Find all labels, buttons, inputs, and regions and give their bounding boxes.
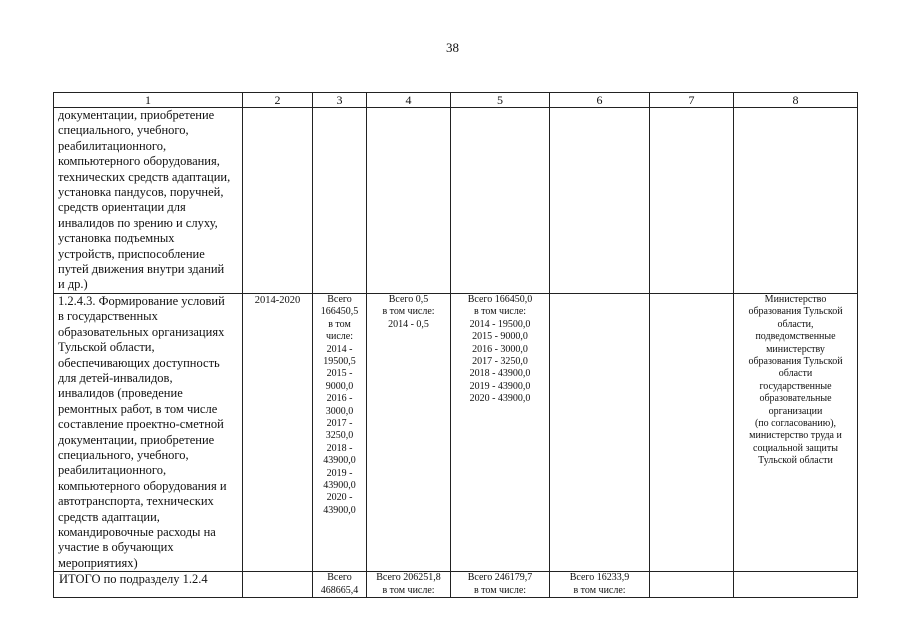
- text-line: 468665,4: [320, 584, 359, 596]
- text-line: командировочные расходы на: [58, 524, 216, 539]
- text-line: и др.): [58, 277, 88, 292]
- header-col-6: 6: [550, 93, 650, 108]
- measure-1-2-4-3-period: 2014-2020: [243, 293, 313, 571]
- total-col-3: [313, 572, 367, 598]
- text-line: в том числе:: [473, 306, 527, 318]
- text-line: (по согласованию),: [754, 417, 837, 429]
- program-table: [53, 92, 858, 598]
- text-line: социальной защиты: [753, 442, 838, 454]
- header-col-1: 1: [54, 93, 243, 108]
- text-line: Тульской области: [758, 455, 833, 467]
- text-line: технических средств адаптации,: [58, 169, 231, 184]
- measure-1-2-4-3-description: [54, 293, 243, 571]
- text-line: составление проектно-сметной: [58, 417, 224, 432]
- text-line: организации: [768, 405, 823, 417]
- text-line: Всего: [327, 293, 352, 305]
- text-line: министерству: [766, 343, 825, 355]
- total-col-4: [367, 572, 451, 598]
- text-line: образовательных организациях: [58, 324, 225, 339]
- text-line: 43900,0: [323, 504, 356, 516]
- text-line: 2014 - 19500,0: [469, 318, 531, 330]
- text-line: участие в обучающих: [58, 540, 174, 555]
- text-line: Всего: [327, 572, 352, 584]
- text-line: специального, учебного,: [58, 123, 189, 138]
- text-line: инвалидов (проведение: [58, 386, 183, 401]
- text-line: автотранспорта, технических: [58, 494, 214, 509]
- measure-1-2-4-3-total: [313, 293, 367, 571]
- text-line: 3000,0: [325, 405, 354, 417]
- text-line: устройств, приспособление: [58, 246, 205, 261]
- total-col-5: [451, 572, 550, 598]
- continued-description: [54, 108, 243, 294]
- header-col-5: 5: [451, 93, 550, 108]
- text-line: компьютерного оборудования,: [58, 154, 220, 169]
- text-line: в том числе:: [382, 584, 435, 596]
- text-line: реабилитационного,: [58, 463, 167, 478]
- text-line: 2019 -: [326, 467, 353, 479]
- header-col-7: 7: [650, 93, 734, 108]
- text-line: 43900,0: [323, 479, 356, 491]
- text-line: Тульской области,: [58, 340, 155, 355]
- text-line: установка подъемных: [58, 231, 175, 246]
- table-row-total: [54, 572, 858, 598]
- text-line: реабилитационного,: [58, 138, 167, 153]
- text-line: 2014 -: [326, 343, 353, 355]
- text-line: установка пандусов, поручней,: [58, 185, 224, 200]
- text-line: 2017 -: [326, 417, 353, 429]
- text-line: мероприятиях): [58, 555, 138, 570]
- text-line: 3250,0: [325, 430, 354, 442]
- text-line: 2019 - 43900,0: [469, 380, 531, 392]
- text-line: 2020 - 43900,0: [469, 393, 531, 405]
- text-line: Всего 16233,9: [569, 572, 630, 584]
- text-line: 166450,5: [320, 306, 359, 318]
- text-line: Всего 166450,0: [467, 293, 533, 305]
- text-line: в том числе:: [473, 584, 527, 596]
- text-line: средств ориентации для: [58, 200, 186, 215]
- text-line: области,: [777, 318, 814, 330]
- text-line: специального, учебного,: [58, 447, 189, 462]
- header-col-3: 3: [313, 93, 367, 108]
- measure-1-2-4-3-federal: [367, 293, 451, 571]
- text-line: 2018 - 43900,0: [469, 368, 531, 380]
- text-line: 2015 - 9000,0: [472, 331, 528, 343]
- text-line: образовательные: [759, 393, 832, 405]
- text-line: области: [778, 368, 813, 380]
- text-line: образования Тульской: [748, 306, 843, 318]
- text-line: 2020 -: [326, 492, 353, 504]
- header-row: [54, 93, 858, 108]
- text-line: 43900,0: [323, 455, 356, 467]
- text-line: 2016 - 3000,0: [472, 343, 528, 355]
- text-line: компьютерного оборудования и: [58, 478, 227, 493]
- table-row-1-2-4-3: [54, 293, 858, 571]
- page-number: 38: [446, 40, 459, 55]
- text-line: документации, приобретение: [58, 432, 215, 447]
- total-label: ИТОГО по подразделу 1.2.4: [54, 572, 243, 598]
- text-line: государственные: [759, 380, 832, 392]
- text-line: 1.2.4.3. Формирование условий: [58, 293, 225, 308]
- text-line: образования Тульской: [748, 355, 843, 367]
- header-col-8: 8: [734, 93, 858, 108]
- text-line: Министерство: [764, 293, 827, 305]
- text-line: Всего 246179,7: [467, 572, 533, 584]
- text-line: средств адаптации,: [58, 509, 160, 524]
- table-row-continued: [54, 108, 858, 294]
- header-col-2: 2: [243, 93, 313, 108]
- measure-1-2-4-3-executors: [734, 293, 858, 571]
- text-line: в том: [328, 318, 351, 330]
- text-line: путей движения внутри зданий: [58, 262, 225, 277]
- text-line: 9000,0: [325, 380, 354, 392]
- text-line: 2018 -: [326, 442, 353, 454]
- text-line: 2014 - 0,5: [388, 318, 429, 330]
- text-line: Всего 0,5: [388, 293, 429, 305]
- text-line: министерство труда и: [749, 430, 842, 442]
- text-line: для детей-инвалидов,: [58, 370, 173, 385]
- total-col-6: [550, 572, 650, 598]
- text-line: Всего 206251,8: [376, 572, 441, 584]
- text-line: 19500,5: [323, 355, 356, 367]
- text-line: 2016 -: [326, 393, 353, 405]
- text-line: документации, приобретение: [58, 108, 215, 122]
- text-line: 2015 -: [326, 368, 353, 380]
- text-line: числе:: [325, 331, 354, 343]
- text-line: 2017 - 3250,0: [472, 355, 528, 367]
- text-line: инвалидов по зрению и слуху,: [58, 215, 218, 230]
- text-line: в государственных: [58, 309, 158, 324]
- header-col-4: 4: [367, 93, 451, 108]
- text-line: в том числе:: [573, 584, 626, 596]
- text-line: подведомственные: [755, 331, 836, 343]
- measure-1-2-4-3-regional: [451, 293, 550, 571]
- text-line: обеспечивающих доступность: [58, 355, 220, 370]
- text-line: ремонтных работ, в том числе: [58, 401, 218, 416]
- text-line: в том числе:: [382, 306, 435, 318]
